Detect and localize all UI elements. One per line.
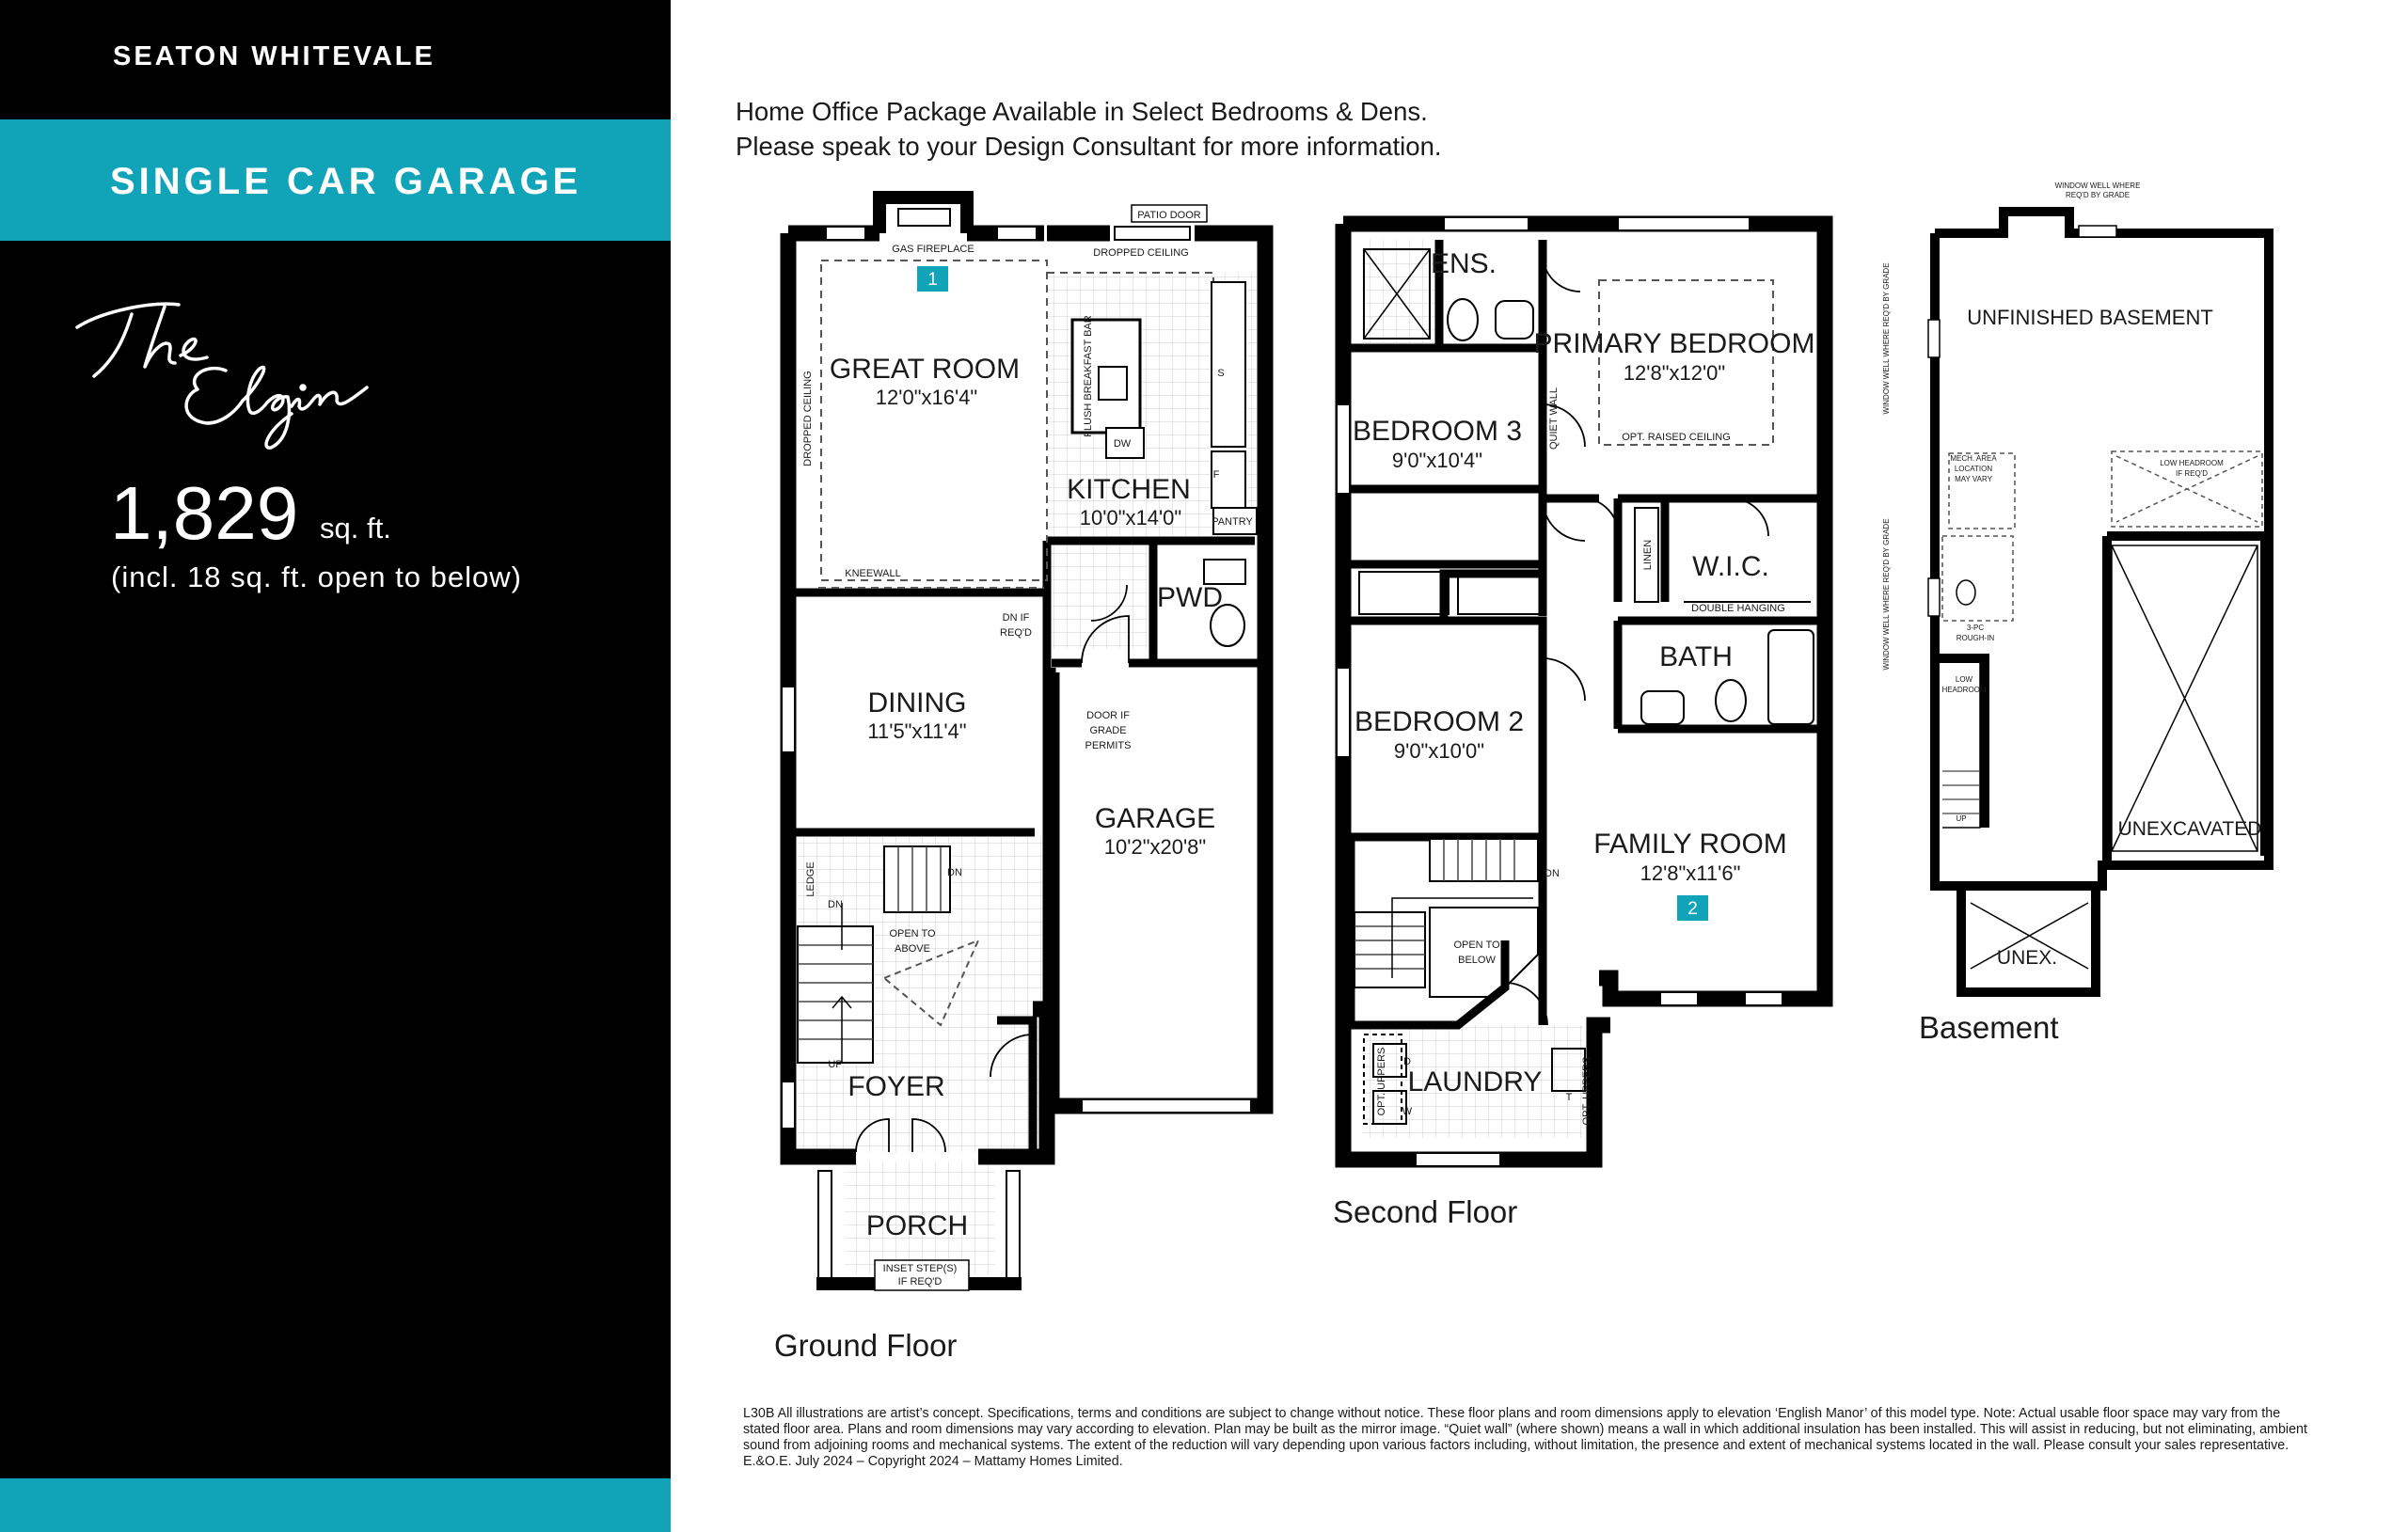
dropped-ceiling-note: DROPPED CEILING <box>1093 247 1189 259</box>
unex-name: UNEX. <box>1996 947 2058 969</box>
great-room-dims: 12'0"x16'4" <box>875 386 978 409</box>
sink-note: S <box>1217 368 1225 379</box>
mech-area-location-note: LOCATION <box>1954 465 1993 473</box>
low-headroom-note: LOW HEADROOM <box>2160 459 2224 467</box>
great-room-name: GREAT ROOM <box>829 354 1021 385</box>
door-if-permits-note: PERMITS <box>1085 740 1132 751</box>
basement-plan <box>1882 182 2269 992</box>
garage-type-label: SINGLE CAR GARAGE <box>110 161 582 202</box>
floor-plans <box>671 0 2408 1532</box>
family-room-dims: 12'8"x11'6" <box>1640 861 1741 885</box>
door-if-grade-note: GRADE <box>1089 725 1127 736</box>
double-hanging-note: DOUBLE HANGING <box>1691 603 1785 614</box>
mech-area-note: MECH. AREA <box>1950 454 1997 463</box>
garage-name: GARAGE <box>1094 803 1216 834</box>
window-well-left-note-2: WINDOW WELL WHERE REQ'D BY GRADE <box>1882 518 1891 671</box>
dn-note-2: DN <box>828 899 843 910</box>
low-headroom-stair-note: LOW <box>1955 675 1973 684</box>
patio-door-note: PATIO DOOR <box>1137 210 1201 221</box>
badge-2-number: 2 <box>1687 899 1698 919</box>
quiet-wall-note: QUIET WALL <box>1548 387 1560 450</box>
open-to-below-note-2: BELOW <box>1458 955 1496 966</box>
up-note: UP <box>828 1059 843 1070</box>
mech-area-vary-note: MAY VARY <box>1955 475 1992 483</box>
accent-band-bottom <box>0 1478 671 1532</box>
kitchen-dims: 10'0"x14'0" <box>1079 506 1182 529</box>
primary-bedroom-name: PRIMARY BEDROOM <box>1533 328 1815 359</box>
opt-raised-ceiling-note: OPT. RAISED CEILING <box>1622 432 1731 443</box>
tub-note: T <box>1565 1092 1573 1103</box>
door-if-note: DOOR IF <box>1086 710 1130 721</box>
ground-floor-label: Ground Floor <box>774 1328 958 1363</box>
dryer-note: D <box>1403 1056 1411 1067</box>
opt-uppers-left-note: OPT. UPPERS <box>1376 1047 1387 1116</box>
kitchen-name: KITCHEN <box>1067 474 1191 505</box>
bath-name: BATH <box>1659 641 1733 672</box>
basement-up-note: UP <box>1956 814 1967 823</box>
dn-if-reqd-note: REQ'D <box>1000 627 1032 639</box>
kneewall-note: KNEEWALL <box>845 568 901 579</box>
dn-if-note: DN IF <box>1002 612 1030 624</box>
pwd-name: PWD <box>1157 582 1223 613</box>
rough-in-note: 3-PC <box>1966 624 1985 632</box>
foyer-name: FOYER <box>848 1071 945 1102</box>
dining-dims: 11'5"x11'4" <box>867 719 967 743</box>
ens-name: ENS. <box>1430 248 1497 279</box>
ground-floor-plan <box>782 197 1265 1290</box>
unfinished-basement-name: UNFINISHED BASEMENT <box>1967 306 2213 329</box>
garage-type-band <box>0 119 671 241</box>
laundry-name: LAUNDRY <box>1407 1066 1543 1098</box>
legal-disclaimer: L30B All illustrations are artist’s concept. Specifications, terms and conditions are subject to change without notice. These floor plans and room dimensions apply to elevation ‘English Manor’ of this model type. Note: Actual usable floor space may vary from the stated floor area. Plans and room dimensions may vary according to elevation. Plan may be built as the mirror image. “Quiet wall” (where shown) means a wall in which additional insulation has been installed. This will assist in reducing, but not eliminating, ambient sound from adjoining rooms and mechanical systems. The extent of the reduction will vary depending upon various factors including, without limitation, the presence and extent of mechanical systems located in the wall. Please consult your sales representative. E.&O.E. July 2024 – Copyright 2024 – Mattamy Homes Limited. <box>743 1406 2307 1469</box>
square-footage-unit: sq. ft. <box>320 512 391 545</box>
open-to-below-note: OPEN TO <box>1453 940 1500 951</box>
wic-name: W.I.C. <box>1692 551 1769 582</box>
rough-in-note-2: ROUGH-IN <box>1956 634 1995 642</box>
fridge-note: F <box>1212 469 1220 481</box>
square-footage-value: 1,829 <box>110 471 299 555</box>
low-headroom-stair-note-2: HEADROOM <box>1941 686 1987 694</box>
window-well-left-note-1: WINDOW WELL WHERE REQ'D BY GRADE <box>1882 262 1891 415</box>
bedroom-2-dims: 9'0"x10'0" <box>1393 739 1485 763</box>
open-to-above-note-2: ABOVE <box>895 943 930 955</box>
open-to-above-note: OPEN TO <box>889 928 936 940</box>
primary-bedroom-dims: 12'8"x12'0" <box>1623 361 1726 385</box>
dropped-ceiling-side-note: DROPPED CEILING <box>802 371 814 466</box>
window-well-top-note: WINDOW WELL WHERE <box>2054 182 2141 190</box>
washer-note: W <box>1402 1106 1413 1117</box>
square-footage-note: (incl. 18 sq. ft. open to below) <box>111 561 522 593</box>
dw-note: DW <box>1113 438 1132 450</box>
garage-dims: 10'2"x20'8" <box>1103 835 1207 859</box>
linen-note: LINEN <box>1642 539 1654 571</box>
dn-note: DN <box>1545 868 1560 879</box>
porch-name: PORCH <box>865 1210 969 1241</box>
notice-line-2: Please speak to your Design Consultant for more information. <box>736 132 1442 161</box>
inset-steps-note: INSET STEP(S) <box>882 1263 958 1274</box>
notice-line-1: Home Office Package Available in Select Bedrooms & Dens. <box>736 97 1428 126</box>
community-name: SEATON WHITEVALE <box>113 41 436 71</box>
low-headroom-reqd-note: IF REQ'D <box>2176 469 2208 478</box>
ledge-note: LEDGE <box>805 861 816 897</box>
opt-uppers-right-note: OPT. UPPERS <box>1581 1056 1592 1126</box>
dining-name: DINING <box>867 687 967 719</box>
second-floor-plan <box>1337 217 1825 1166</box>
flush-breakfast-bar-note: FLUSH BREAKFAST BAR <box>1083 315 1094 437</box>
second-floor-label: Second Floor <box>1333 1194 1518 1229</box>
model-name-script <box>66 282 404 451</box>
unexcavated-name: UNEXCAVATED <box>2117 818 2262 840</box>
pantry-note: PANTRY <box>1212 516 1253 528</box>
gas-fireplace-note: GAS FIREPLACE <box>892 244 974 255</box>
window-well-top-note-2: REQ'D BY GRADE <box>2065 191 2131 199</box>
bedroom-3-dims: 9'0"x10'4" <box>1391 449 1483 472</box>
inset-steps-reqd-note: IF REQ'D <box>897 1276 943 1287</box>
dn-note-1: DN <box>947 867 962 878</box>
sidebar <box>0 0 671 1532</box>
bedroom-3-name: BEDROOM 3 <box>1352 416 1523 447</box>
bedroom-2-name: BEDROOM 2 <box>1354 706 1525 737</box>
basement-label: Basement <box>1919 1010 2059 1045</box>
family-room-name: FAMILY ROOM <box>1593 829 1787 860</box>
badge-1-number: 1 <box>927 270 938 290</box>
